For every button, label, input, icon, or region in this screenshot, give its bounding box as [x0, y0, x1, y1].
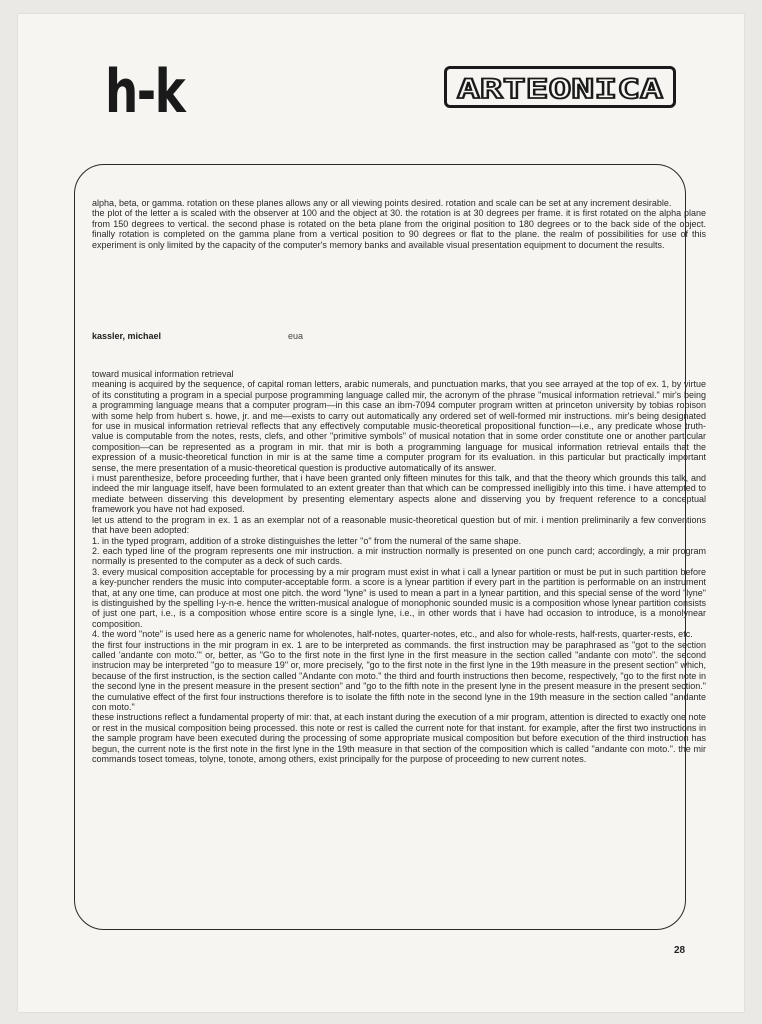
author-country: eua	[288, 331, 304, 341]
paragraph: the plot of the letter a is scaled with the observer at 100 and the object at 30. the rotation is at 30 degrees per frame. it is first rotated on the alpha plane from 150 degrees to vertical. the second phase is rotated on the beta plane from the original position to 180 degrees or to the back side of the object. finally rotation is completed on the gamma plane from a vertical position to 90 degrees or flat to the plane. the realm of possibilities for use of this experiment is only limited by the capacity of the computer's memory banks and available visual presentation equipment to document the results.	[92, 208, 706, 250]
hk-logo: h-k	[105, 57, 185, 127]
paragraph: let us attend to the program in ex. 1 as an exemplar not of a reasonable music-theoretical question but of mir. i mention preliminarily a few conventions that have been adopted:	[92, 514, 706, 536]
list-item: 4. the word "note" is used here as a generic name for wholenotes, half-notes, quarter-notes, etc., and also for whole-rests, half-rests, quarter-rests, etc.	[92, 629, 693, 640]
list-item: 1. in the typed program, addition of a stroke distinguishes the letter "o" from the numeral of the same shape.	[92, 535, 522, 546]
intro-text	[92, 198, 706, 250]
list-item: 3. every musical composition acceptable for processing by a mir program must exist in what i call a lynear partition or must be put in such partition before a key-puncher renders the music into computer-acceptable form. a score is a lynear partition if every part in the partition is performable on an instrument that, at any one time, can produce at most one pitch. the word "lyne" is used to mean a part in a lynear partition, and this special sense of the word "lyne" is distinguished by the spelling l-y-n-e. hence the written-musical analogue of monophonic sounded music is a composition whose lynear partition consists of just one part, i.e., is a composition whose entire score is a single lyne, i.e., in other words that i have had occasion to introduce, is a monolynear composition.	[92, 566, 706, 629]
paragraph: these instructions reflect a fundamental property of mir: that, at each instant during the execution of a mir program, attention is directed to exactly one note or rest in the musical composition being processed. this note or rest is called the current note for that instant. for example, after the first two instructions in the sample program have been executed during the processing of some appropriate musical composition but before execution of the third instruction has begun, the current note is the first note in the first lyne in the 19th measure in that section of the composition which is called "andante con moto.". the mir commands tosect tomeas, tolyne, tonote, among others, exist principally for the purpose of proceeding to new current notes.	[92, 712, 706, 765]
article-title: toward musical information retrieval	[92, 369, 234, 379]
arteonica-logo	[444, 66, 676, 108]
list-item: 2. each typed line of the program represents one mir instruction. a mir instruction normally is presented on one punch card; accordingly, a mir program normally is presented to the computer as a deck of such cards.	[92, 545, 706, 567]
author-name: kassler, michael	[92, 331, 162, 341]
arteonica-logo-text: ARTEONICA	[457, 74, 663, 103]
article-text	[92, 369, 706, 764]
paragraph: alpha, beta, or gamma. rotation on these planes allows any or all viewing points desired. rotation and scale can be set at any increment desirable.	[92, 198, 672, 208]
paragraph: i must parenthesize, before proceeding further, that i have been granted only fifteen minutes for this talk, and that the theory which grounds this talk, and indeed the mir language itself, have been formulated to an extent greater than that which can be compressed inelligibly into this time. i have attempted to mediate between disserving this development by presenting elementary aspects alone and disserving you by frequent reference to a conceptual framework you have not had exposed.	[92, 473, 706, 515]
page-number: 28	[674, 945, 686, 956]
paragraph: the first four instructions in the mir program in ex. 1 are to be interpreted as commands. the first instruction may be paraphrased as "got to the section called 'andante con moto.'" or, better, as "Go to the first note in the first lyne in the first measure in the section called "andante con moto". the second instrucion may be interpreted "go to measure 19" or, more precisely, "go to the first note in the first lyne in the 19th measure in the present section" which, because of the first instruction, is the section called "Andante con moto." the third and fourth instructions then become, respectively, "go to the first note in the second lyne in the present measure in the present section" and "go to the fifth note in the present lyne in the present measure in the present section." the cumulative effect of the first four instructions therefore is to isolate the fifth note in the second lyne in the 19th measure in the section called "andante con moto."	[92, 639, 706, 712]
paragraph: meaning is acquired by the sequence, of capital roman letters, arabic numerals, and punctuation marks, that you see arrayed at the top of ex. 1, by virtue of its constituting a program in a special purpose programming language called mir, the acronym of the phrase "musical information retrieval." mir's being a programming language means that a computer program—in this case an ibm-7094 computer program written at princeton university by tobias robison with some help from hubert s. howe, jr. and me—exists to carry out automatically any ordered set of well-formed mir instructions. mir's being designated for use in musical information retrieval reflects that any effectively computable music-theoretical propositional function—i.e., any predicate whose truth-value is computable from the notes, rests, clefs, and other "primitive symbols" of musical notation that in some order constitute one or another particular composition—can be represented as a program in mir. that mir is both a programming language for musical information retrieval entails that the expression of a music-theoretical function in mir is at the same time a computer program for its evaluation. in this particular but practically important sense, the mere presentation of a music-theoretical question is productive automatically of its answer.	[92, 379, 706, 473]
